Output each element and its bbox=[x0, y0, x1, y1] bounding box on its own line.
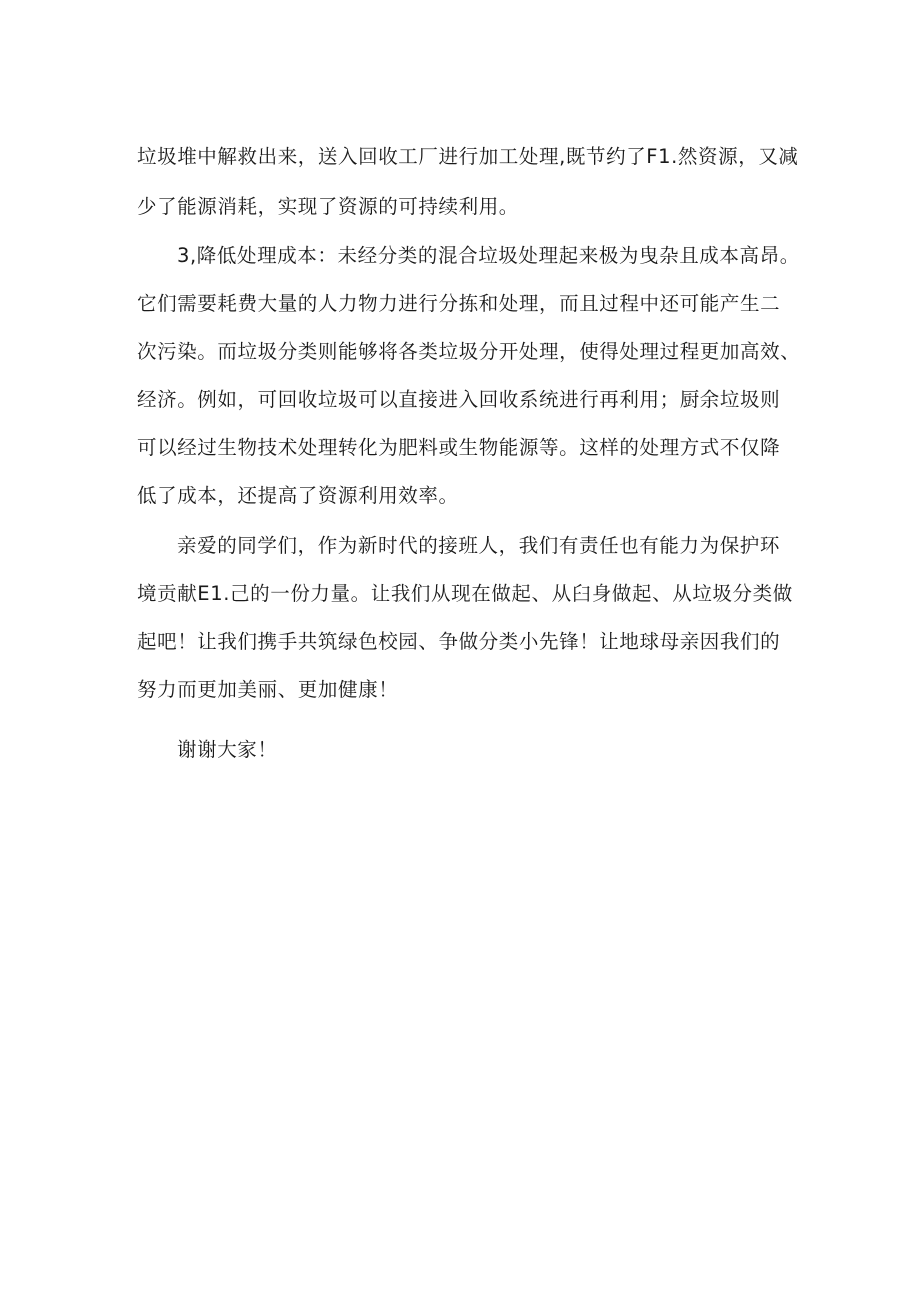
paragraph-3-line-3: 起吧！让我们携手共筑绿色校园、争做分类小先锋！让地球母亲因我们的 bbox=[137, 630, 781, 653]
paragraph-2-line-3: 次污染。而垃圾分类则能够将各类垃圾分开处理，使得处理过程更加高效、 bbox=[137, 340, 801, 363]
paragraph-1-line-2: 少了能源消耗，实现了资源的可持续利用。 bbox=[137, 195, 519, 218]
paragraph-2-line-2: 它们需要耗费大量的人力物力进行分拣和处理，而且过程中还可能产生二 bbox=[137, 292, 781, 315]
closing-line: 谢谢大家！ bbox=[177, 738, 278, 761]
paragraph-3-line-2: 境贡献E1.己的一份力量。让我们从现在做起、从臼身做起、从垃圾分类做 bbox=[137, 582, 793, 605]
paragraph-3-line-1: 亲爱的同学们，作为新时代的接班人，我们有责任也有能力为保护环 bbox=[177, 534, 781, 557]
paragraph-2-line-1: 3,降低处理成本：未经分类的混合垃圾处理起来极为曳杂且成本高昂。 bbox=[177, 244, 800, 267]
paragraph-2-line-4: 经济。例如，可回收垃圾可以直接进入回收系统进行再利用；厨余垃圾则 bbox=[137, 388, 781, 411]
paragraph-2-line-6: 低了成本，还提高了资源利用效率。 bbox=[137, 484, 459, 507]
paragraph-1-line-1: 垃圾堆中解救出来，送入回收工厂进行加工处理,既节约了F1.然资源，又减 bbox=[137, 145, 799, 168]
paragraph-3-line-4: 努力而更加美丽、更加健康！ bbox=[137, 678, 399, 701]
paragraph-2-line-5: 可以经过生物技术处理转化为肥料或生物能源等。这样的处理方式不仅降 bbox=[137, 436, 781, 459]
